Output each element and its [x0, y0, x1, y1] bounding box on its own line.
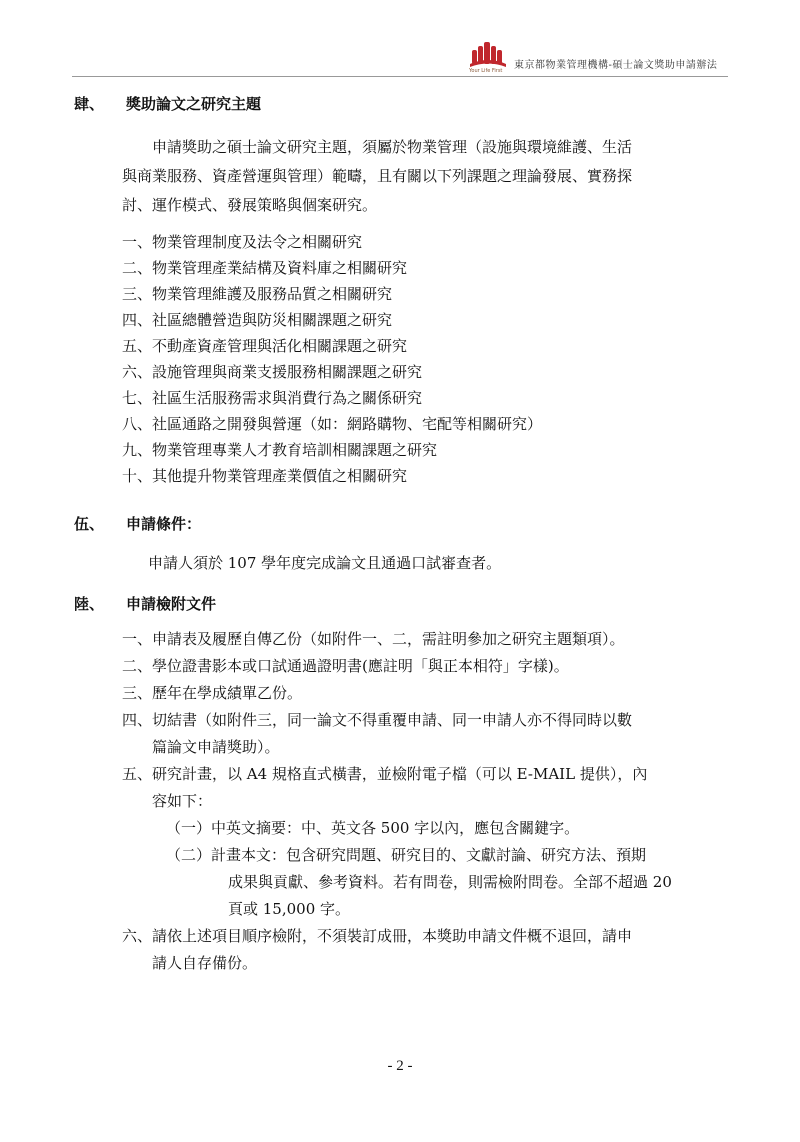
sub-list-item: （二）計畫本文：包含研究問題、研究目的、文獻討論、研究方法、預期	[166, 846, 647, 864]
research-topic-list	[122, 229, 542, 489]
list-item: 二、學位證書影本或口試通過證明書(應註明「與正本相符」字樣)。	[122, 657, 569, 675]
sub-list-item-continuation: 頁或 15,000 字。	[228, 900, 351, 918]
list-item: 七、社區生活服務需求與消費行為之關係研究	[122, 389, 423, 407]
section-6-title: 申請檢附文件	[126, 595, 217, 613]
list-item: 二、物業管理產業結構及資料庫之相關研究	[122, 259, 408, 277]
list-item: 六、設施管理與商業支援服務相關課題之研究	[122, 363, 423, 381]
section-5-heading	[74, 513, 201, 534]
section-5-number: 伍、	[74, 515, 105, 533]
required-documents-list	[122, 626, 728, 977]
list-item: 六、請依上述項目順序檢附，不須裝訂成冊，本獎助申請文件概不退回，請申	[122, 927, 633, 945]
list-item: 八、社區通路之開發與營運（如：網路購物、宅配等相關研究）	[122, 415, 543, 433]
intro-line: 與商業服務、資產營運與管理）範疇，且有關以下列課題之理論發展、實務探	[122, 167, 633, 185]
section-5-text: 申請人須於 107 學年度完成論文且通過口試審查者。	[148, 554, 502, 572]
list-item-continuation: 篇論文申請獎助）。	[152, 738, 280, 756]
list-item: 三、物業管理維護及服務品質之相關研究	[122, 285, 393, 303]
list-item: 四、社區總體營造與防災相關課題之研究	[122, 311, 393, 329]
intro-line: 討、運作模式、發展策略與個案研究。	[122, 196, 378, 214]
section-4-title: 獎助論文之研究主題	[126, 95, 262, 113]
list-item: 十、其他提升物業管理產業價值之相關研究	[122, 467, 408, 485]
section-6-heading	[74, 593, 216, 614]
section-4-heading	[74, 93, 261, 114]
list-item-continuation: 請人自存備份。	[152, 954, 258, 972]
list-item-continuation: 容如下：	[152, 792, 213, 810]
section-6-number: 陸、	[74, 595, 105, 613]
list-item: 五、不動產資產管理與活化相關課題之研究	[122, 337, 408, 355]
section-5-title: 申請條件：	[126, 515, 202, 533]
header-divider	[72, 76, 728, 77]
page-header	[466, 40, 766, 76]
list-item: 四、切結書（如附件三，同一論文不得重覆申請、同一申請人亦不得同時以數	[122, 711, 633, 729]
intro-line: 申請獎助之碩士論文研究主題，須屬於物業管理（設施與環境維護、生活	[152, 138, 633, 156]
logo-caption: Your Life First	[469, 68, 503, 74]
list-item: 九、物業管理專業人才教育培訓相關課題之研究	[122, 441, 438, 459]
sub-list-item: （一）中英文摘要：中、英文各 500 字以內，應包含關鍵字。	[166, 819, 580, 837]
section-4-intro	[122, 133, 728, 220]
page-number: - 2 -	[387, 1058, 413, 1074]
section-4-number: 肆、	[74, 95, 105, 113]
list-item: 三、歷年在學成績單乙份。	[122, 684, 303, 702]
header-title: 東京都物業管理機構-碩士論文獎助申請辦法	[514, 60, 718, 71]
list-item: 一、物業管理制度及法令之相關研究	[122, 233, 363, 251]
list-item: 一、申請表及履歷自傳乙份（如附件一、二，需註明參加之研究主題類項）。	[122, 630, 625, 648]
list-item: 五、研究計畫，以 A4 規格直式橫書，並檢附電子檔（可以 E-MAIL 提供），內	[122, 765, 648, 783]
sub-list-item-continuation: 成果與貢獻、參考資料。若有問卷，則需檢附問卷。全部不超過 20	[228, 873, 672, 891]
